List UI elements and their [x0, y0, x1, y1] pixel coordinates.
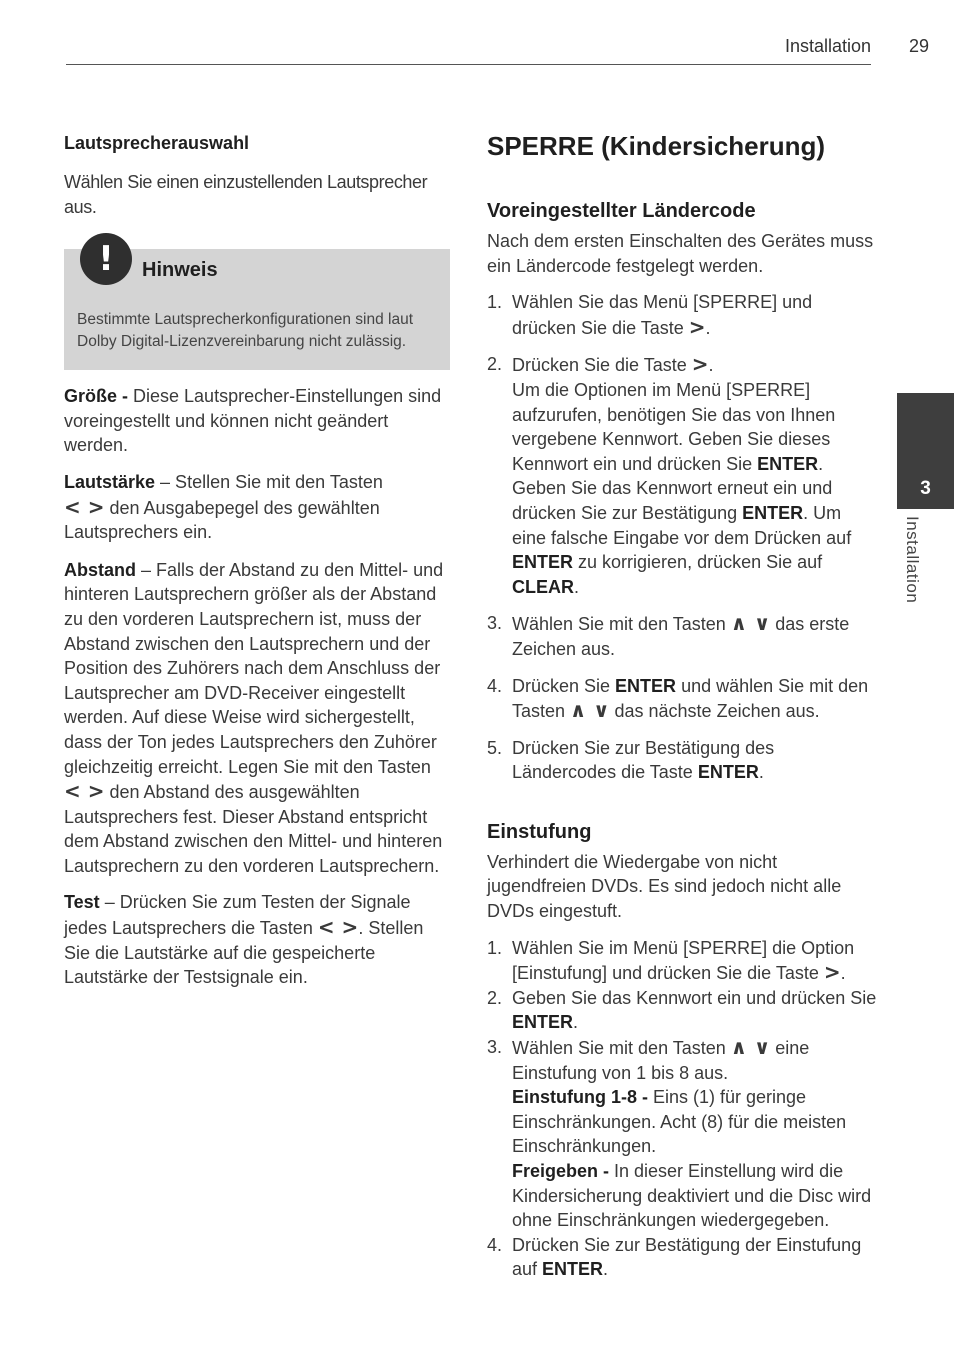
distance-term: Abstand — [64, 559, 136, 580]
left-column — [64, 131, 450, 990]
size-paragraph: Größe - Diese Lautsprecher-Einstellungen sind voreingestellt und können nicht geändert werden. — [64, 386, 442, 456]
rating-heading: Einstufung — [487, 820, 592, 843]
chapter-number: 3 — [920, 478, 931, 499]
speaker-selection-heading: Lautsprecherauswahl — [64, 133, 250, 153]
distance-paragraph: Abstand – Falls der Abstand zu den Mittel- und hinteren Lautsprechern größer als der Abstand zu den vorderen Lautsprechern ist, muss der Abstand zwischen den Lautsprechern und der Position des Zuhörers nach dem Anschluss der Lautsprecher am DVD-Receiver eingestellt werden. Auf diese Weise wird sichergestellt, dass der Ton jedes Lautsprechers den Zuhörer gleichzeitig erreicht. Legen Sie mit den Tasten < > den Abstand des ausgewählten Lautsprechers fest. Dieser Abstand entspricht dem Abstand zwischen den Mittel- und hinteren Lautsprechern zu den vorderen Lautsprechern. — [64, 559, 444, 876]
right-key-icon: > — [823, 960, 841, 985]
right-column — [487, 130, 877, 1282]
left-right-keys-icon: < > — [64, 779, 105, 804]
right-key-icon: > — [688, 314, 706, 339]
country-code-heading: Voreingestellter Ländercode — [487, 200, 756, 222]
note-box — [64, 239, 450, 370]
country-code-steps — [487, 290, 877, 785]
left-right-keys-icon: < > — [64, 494, 105, 519]
list-item: 2. Geben Sie das Kennwort ein und drücken Sie ENTER. — [487, 987, 877, 1033]
list-item: 3. Wählen Sie mit den Tasten ∧ ∨ eine Einstufung von 1 bis 8 aus. Einstufung 1-8 - Eins (1) für geringe Einschränkungen. Acht (8) für die meisten Einschränkungen. Freigeben - In dieser Einstellung wird die Kindersicherung deaktiviert und die Disc wird ohne Einschränkungen wiedergegeben. — [487, 1035, 872, 1231]
header-rule — [66, 64, 871, 65]
list-item: 2. Drücken Sie die Taste >. Um die Optionen im Menü [SPERRE] aufzurufen, benötigen Sie das von Ihnen vergebene Kennwort. Geben Sie dieses Kennwort ein und drücken Sie ENTER. Geben Sie das Kennwort erneut ein und drücken Sie zur Bestätigung ENTER. Um eine falsche Eingabe vor dem Drücken auf ENTER zu korrigieren, drücken Sie auf CLEAR. — [487, 352, 852, 597]
speaker-selection-intro: Wählen Sie einen einzustellenden Lautsprecher aus. — [64, 172, 428, 217]
size-term: Größe - — [64, 386, 129, 407]
rating-intro: Verhindert die Wiedergabe von nicht jugendfreien DVDs. Es sind jedoch nicht alle DVDs eingestuft. — [487, 851, 842, 922]
test-term: Test — [64, 892, 100, 913]
exclamation-icon: ! — [80, 233, 132, 285]
note-text: Bestimmte Lautsprecherkonfigurationen sind laut Dolby Digital-Lizenzvereinbarung nicht zulässig. — [77, 311, 414, 351]
up-down-keys-icon: ∧ ∨ — [730, 611, 771, 636]
list-item: 3. Wählen Sie mit den Tasten ∧ ∨ das erste Zeichen aus. — [487, 611, 850, 659]
list-item: 4. Drücken Sie zur Bestätigung der Einstufung auf ENTER. — [487, 1234, 862, 1280]
country-code-intro: Nach dem ersten Einschalten des Gerätes muss ein Ländercode festgelegt werden. — [487, 231, 874, 276]
test-paragraph: Test – Drücken Sie zum Testen der Signale jedes Lautsprechers die Tasten < >. Stellen Sie die Lautstärke auf die gespeicherte Lautstärke der Testsignale ein. — [64, 892, 424, 988]
header-section-title: Installation — [784, 36, 871, 56]
left-right-keys-icon: < > — [317, 915, 359, 940]
right-key-icon: > — [691, 352, 709, 377]
volume-term: Lautstärke — [64, 471, 156, 492]
list-item: 1. Wählen Sie das Menü [SPERRE] und drücken Sie die Taste >. — [487, 292, 813, 339]
list-item: 1. Wählen Sie im Menü [SPERRE] die Option [Einstufung] und drücken Sie die Taste >. — [487, 937, 855, 985]
page-number: 29 — [909, 36, 930, 56]
volume-paragraph: Lautstärke – Stellen Sie mit den Tasten < > den Ausgabepegel des gewählten Lautsprechers ein. — [64, 471, 383, 543]
note-title: Hinweis — [142, 259, 218, 282]
list-item: 4. Drücken Sie ENTER und wählen Sie mit den Tasten ∧ ∨ das nächste Zeichen aus. — [487, 675, 869, 723]
list-item: 5. Drücken Sie zur Bestätigung des Ländercodes die Taste ENTER. — [487, 737, 775, 783]
page-title: SPERRE (Kindersicherung) — [487, 131, 826, 161]
up-down-keys-icon: ∧ ∨ — [570, 698, 610, 723]
chapter-label: Installation — [903, 516, 922, 604]
rating-steps — [487, 936, 877, 1282]
up-down-keys-icon: ∧ ∨ — [730, 1035, 771, 1060]
